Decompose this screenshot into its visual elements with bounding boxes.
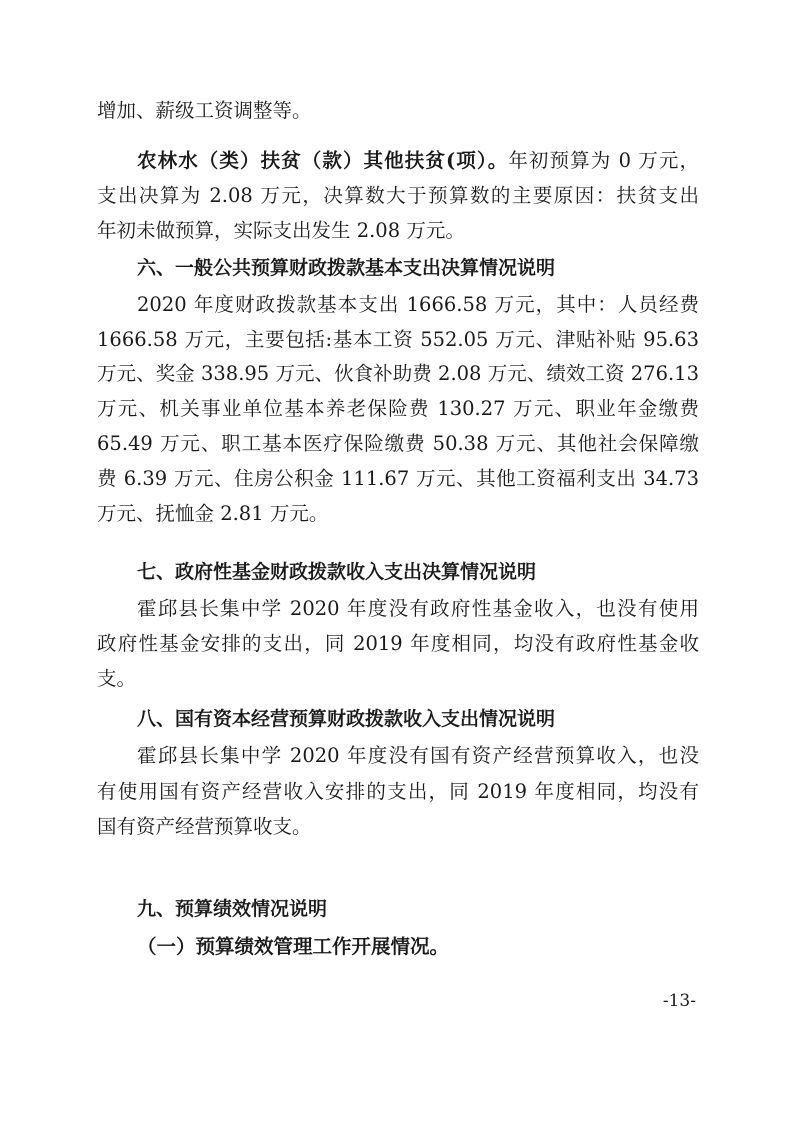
paragraph-6-line-7: 万元、抚恤金 2.81 万元。 xyxy=(97,502,329,525)
paragraph-continuation-line: 增加、薪级工资调整等。 xyxy=(97,99,312,122)
paragraph-nonglin-line-1-rest: 年初预算为 0 万元， xyxy=(508,149,699,172)
paragraph-7-line-3: 支。 xyxy=(97,667,137,690)
paragraph-7-line-2: 政府性基金安排的支出，同 2019 年度相同，均没有政府性基金收 xyxy=(97,632,699,655)
paragraph-6-line-3: 万元、奖金 338.95 万元、伙食补助费 2.08 万元、绩效工资 276.13 xyxy=(97,362,699,385)
paragraph-nonglin-lead: 农林水（类）扶贫（款）其他扶贫(项）。 xyxy=(137,149,509,172)
section-heading-6: 六、一般公共预算财政拨款基本支出决算情况说明 xyxy=(137,257,556,279)
paragraph-6-line-1: 2020 年度财政拨款基本支出 1666.58 万元，其中：人员经费 xyxy=(137,293,699,316)
paragraph-8-line-3: 国有资产经营预算收支。 xyxy=(97,815,312,838)
section-heading-8: 八、国有资本经营预算财政拨款收入支出情况说明 xyxy=(137,708,556,730)
section-heading-9: 九、预算绩效情况说明 xyxy=(137,898,328,920)
paragraph-6-line-2: 1666.58 万元，主要包括:基本工资 552.05 万元、津贴补贴 95.63 xyxy=(97,328,699,351)
page-number: -13- xyxy=(662,991,696,1011)
paragraph-8-line-1: 霍邱县长集中学 2020 年度没有国有资产经营预算收入，也没 xyxy=(137,744,699,767)
paragraph-nonglin-line-2: 支出决算为 2.08 万元，决算数大于预算数的主要原因：扶贫支出 xyxy=(97,184,699,207)
paragraph-8-line-2: 有使用国有资产经营收入安排的支出，同 2019 年度相同，均没有 xyxy=(97,780,699,803)
section-heading-7: 七、政府性基金财政拨款收入支出决算情况说明 xyxy=(137,561,537,583)
paragraph-6-line-5: 65.49 万元、职工基本医疗保险缴费 50.38 万元、其他社会保障缴 xyxy=(97,432,699,455)
paragraph-6-line-4: 万元、机关事业单位基本养老保险费 130.27 万元、职业年金缴费 xyxy=(97,397,699,420)
paragraph-7-line-1: 霍邱县长集中学 2020 年度没有政府性基金收入，也没有使用 xyxy=(137,597,699,620)
subsection-heading-9-1: （一）预算绩效管理工作开展情况。 xyxy=(137,935,450,958)
paragraph-nonglin-line-1 xyxy=(137,149,699,173)
paragraph-nonglin-line-3: 年初未做预算，实际支出发生 2.08 万元。 xyxy=(97,219,465,242)
paragraph-6-line-6: 费 6.39 万元、住房公积金 111.67 万元、其他工资福利支出 34.73 xyxy=(97,467,699,490)
